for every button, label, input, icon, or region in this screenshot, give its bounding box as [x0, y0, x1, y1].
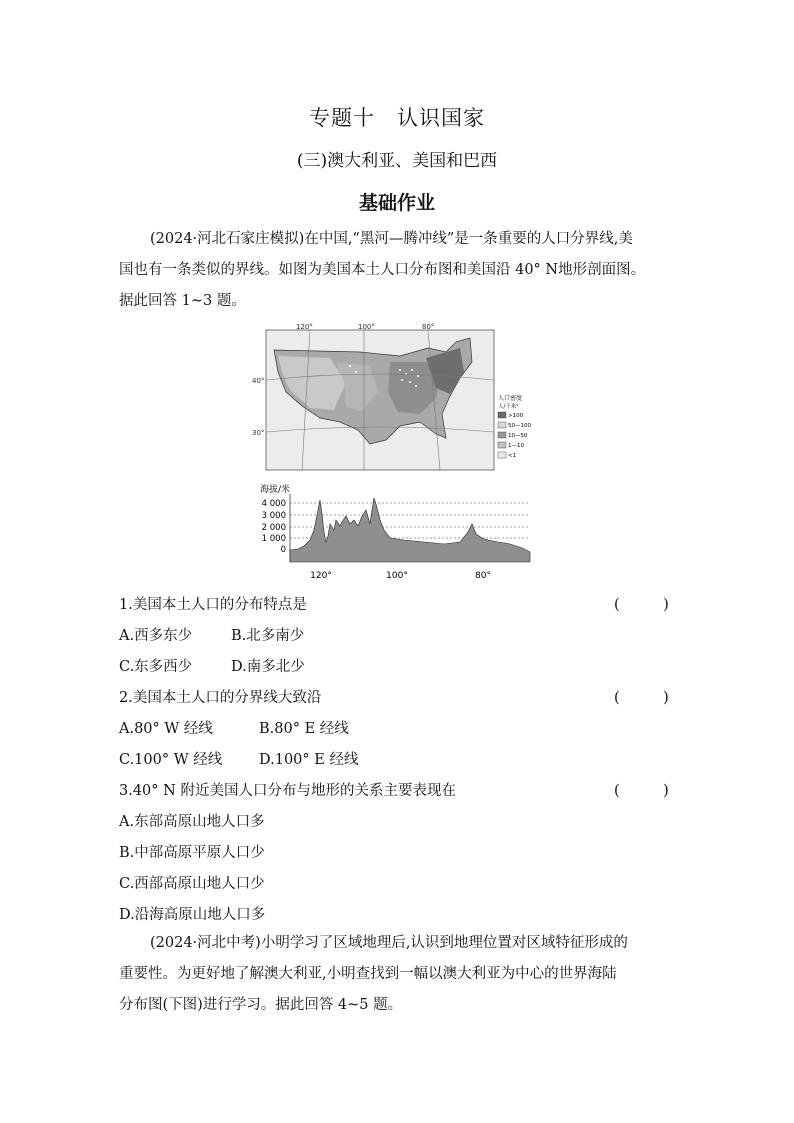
xtick-label: 80° — [475, 571, 491, 581]
option-a[interactable]: A.东部高原山地人口多 — [119, 814, 265, 830]
profile-gridlines — [290, 503, 530, 538]
lon-label: 80° — [422, 323, 435, 331]
intro-line: 据此回答 1~3 题。 — [119, 293, 246, 309]
ytick-label: 4 000 — [261, 499, 286, 509]
legend-unit: 人/千米² — [498, 404, 519, 410]
option-b[interactable]: B.中部高原平原人口少 — [119, 845, 265, 861]
answer-blank[interactable]: ( ) — [614, 690, 669, 706]
intro-paragraph-1 — [119, 224, 675, 317]
lon-label: 120° — [296, 323, 313, 331]
legend-label: 50—100 — [508, 423, 531, 429]
intro-line: 国也有一条类似的界线。如图为美国本土人口分布图和美国沿 40° N地形剖面图。 — [119, 262, 646, 278]
question-3-stem: 3.40° N 附近美国人口分布与地形的关系主要表现在 — [119, 783, 456, 799]
question-2-stem: 2.美国本土人口的分界线大致沿 — [119, 690, 322, 706]
map-legend — [498, 394, 531, 459]
lat-label: 40° — [252, 377, 265, 385]
legend-swatch — [498, 412, 506, 418]
legend-title: 人口密度 — [498, 395, 523, 402]
us-population-map — [250, 322, 532, 474]
ytick-label: 3 000 — [261, 511, 286, 521]
option-c[interactable]: C.东多西少 — [119, 659, 193, 675]
intro-line: 重要性。为更好地了解澳大利亚,小明查找到一幅以澳大利亚为中心的世界海陆 — [119, 966, 617, 982]
elevation-profile — [290, 498, 530, 562]
option-d[interactable]: D.沿海高原山地人口多 — [119, 907, 266, 923]
option-b[interactable]: B.北多南少 — [231, 628, 305, 644]
answer-blank[interactable]: ( ) — [614, 783, 669, 799]
legend-label: 1—10 — [508, 443, 524, 449]
legend-label: <1 — [508, 453, 517, 459]
profile-ylabel: 海拔/米 — [260, 485, 291, 495]
intro-line: (2024·河北中考)小明学习了区域地理后,认识到地理位置对区域特征形成的 — [150, 935, 628, 951]
ytick-label: 2 000 — [261, 523, 286, 533]
option-d[interactable]: D.南多北少 — [231, 659, 305, 675]
page-subtitle: (三)澳大利亚、美国和巴西 — [296, 151, 498, 171]
page-title: 专题十 认识国家 — [309, 106, 485, 130]
terrain-profile — [254, 480, 536, 582]
question-1-stem: 1.美国本土人口的分布特点是 — [119, 597, 307, 613]
option-d[interactable]: D.100° E 经线 — [259, 752, 359, 768]
profile-yticks — [262, 499, 286, 555]
lon-label: 100° — [358, 323, 375, 331]
lat-label: 30° — [252, 429, 265, 437]
intro-line: (2024·河北石家庄模拟)在中国,“黑河—腾冲线”是一条重要的人口分界线,美 — [150, 231, 633, 247]
xtick-label: 100° — [386, 571, 408, 581]
option-a[interactable]: A.80° W 经线 — [119, 721, 213, 737]
section-heading: 基础作业 — [358, 192, 435, 214]
legend-label: >100 — [508, 413, 524, 419]
answer-blank[interactable]: ( ) — [614, 597, 669, 613]
option-b[interactable]: B.80° E 经线 — [259, 721, 349, 737]
ytick-label: 0 — [280, 545, 286, 555]
legend-swatch — [498, 442, 506, 448]
ytick-label: 1 000 — [261, 534, 286, 544]
option-a[interactable]: A.西多东少 — [119, 628, 193, 644]
legend-swatch — [498, 452, 506, 458]
legend-label: 10—50 — [508, 433, 528, 439]
option-c[interactable]: C.西部高原山地人口少 — [119, 876, 265, 892]
legend-swatch — [498, 432, 506, 438]
xtick-label: 120° — [310, 571, 332, 581]
profile-xticks — [310, 571, 491, 581]
legend-swatch — [498, 422, 506, 428]
option-c[interactable]: C.100° W 经线 — [119, 752, 223, 768]
intro-paragraph-2 — [119, 928, 675, 1021]
intro-line: 分布图(下图)进行学习。据此回答 4~5 题。 — [119, 997, 403, 1013]
